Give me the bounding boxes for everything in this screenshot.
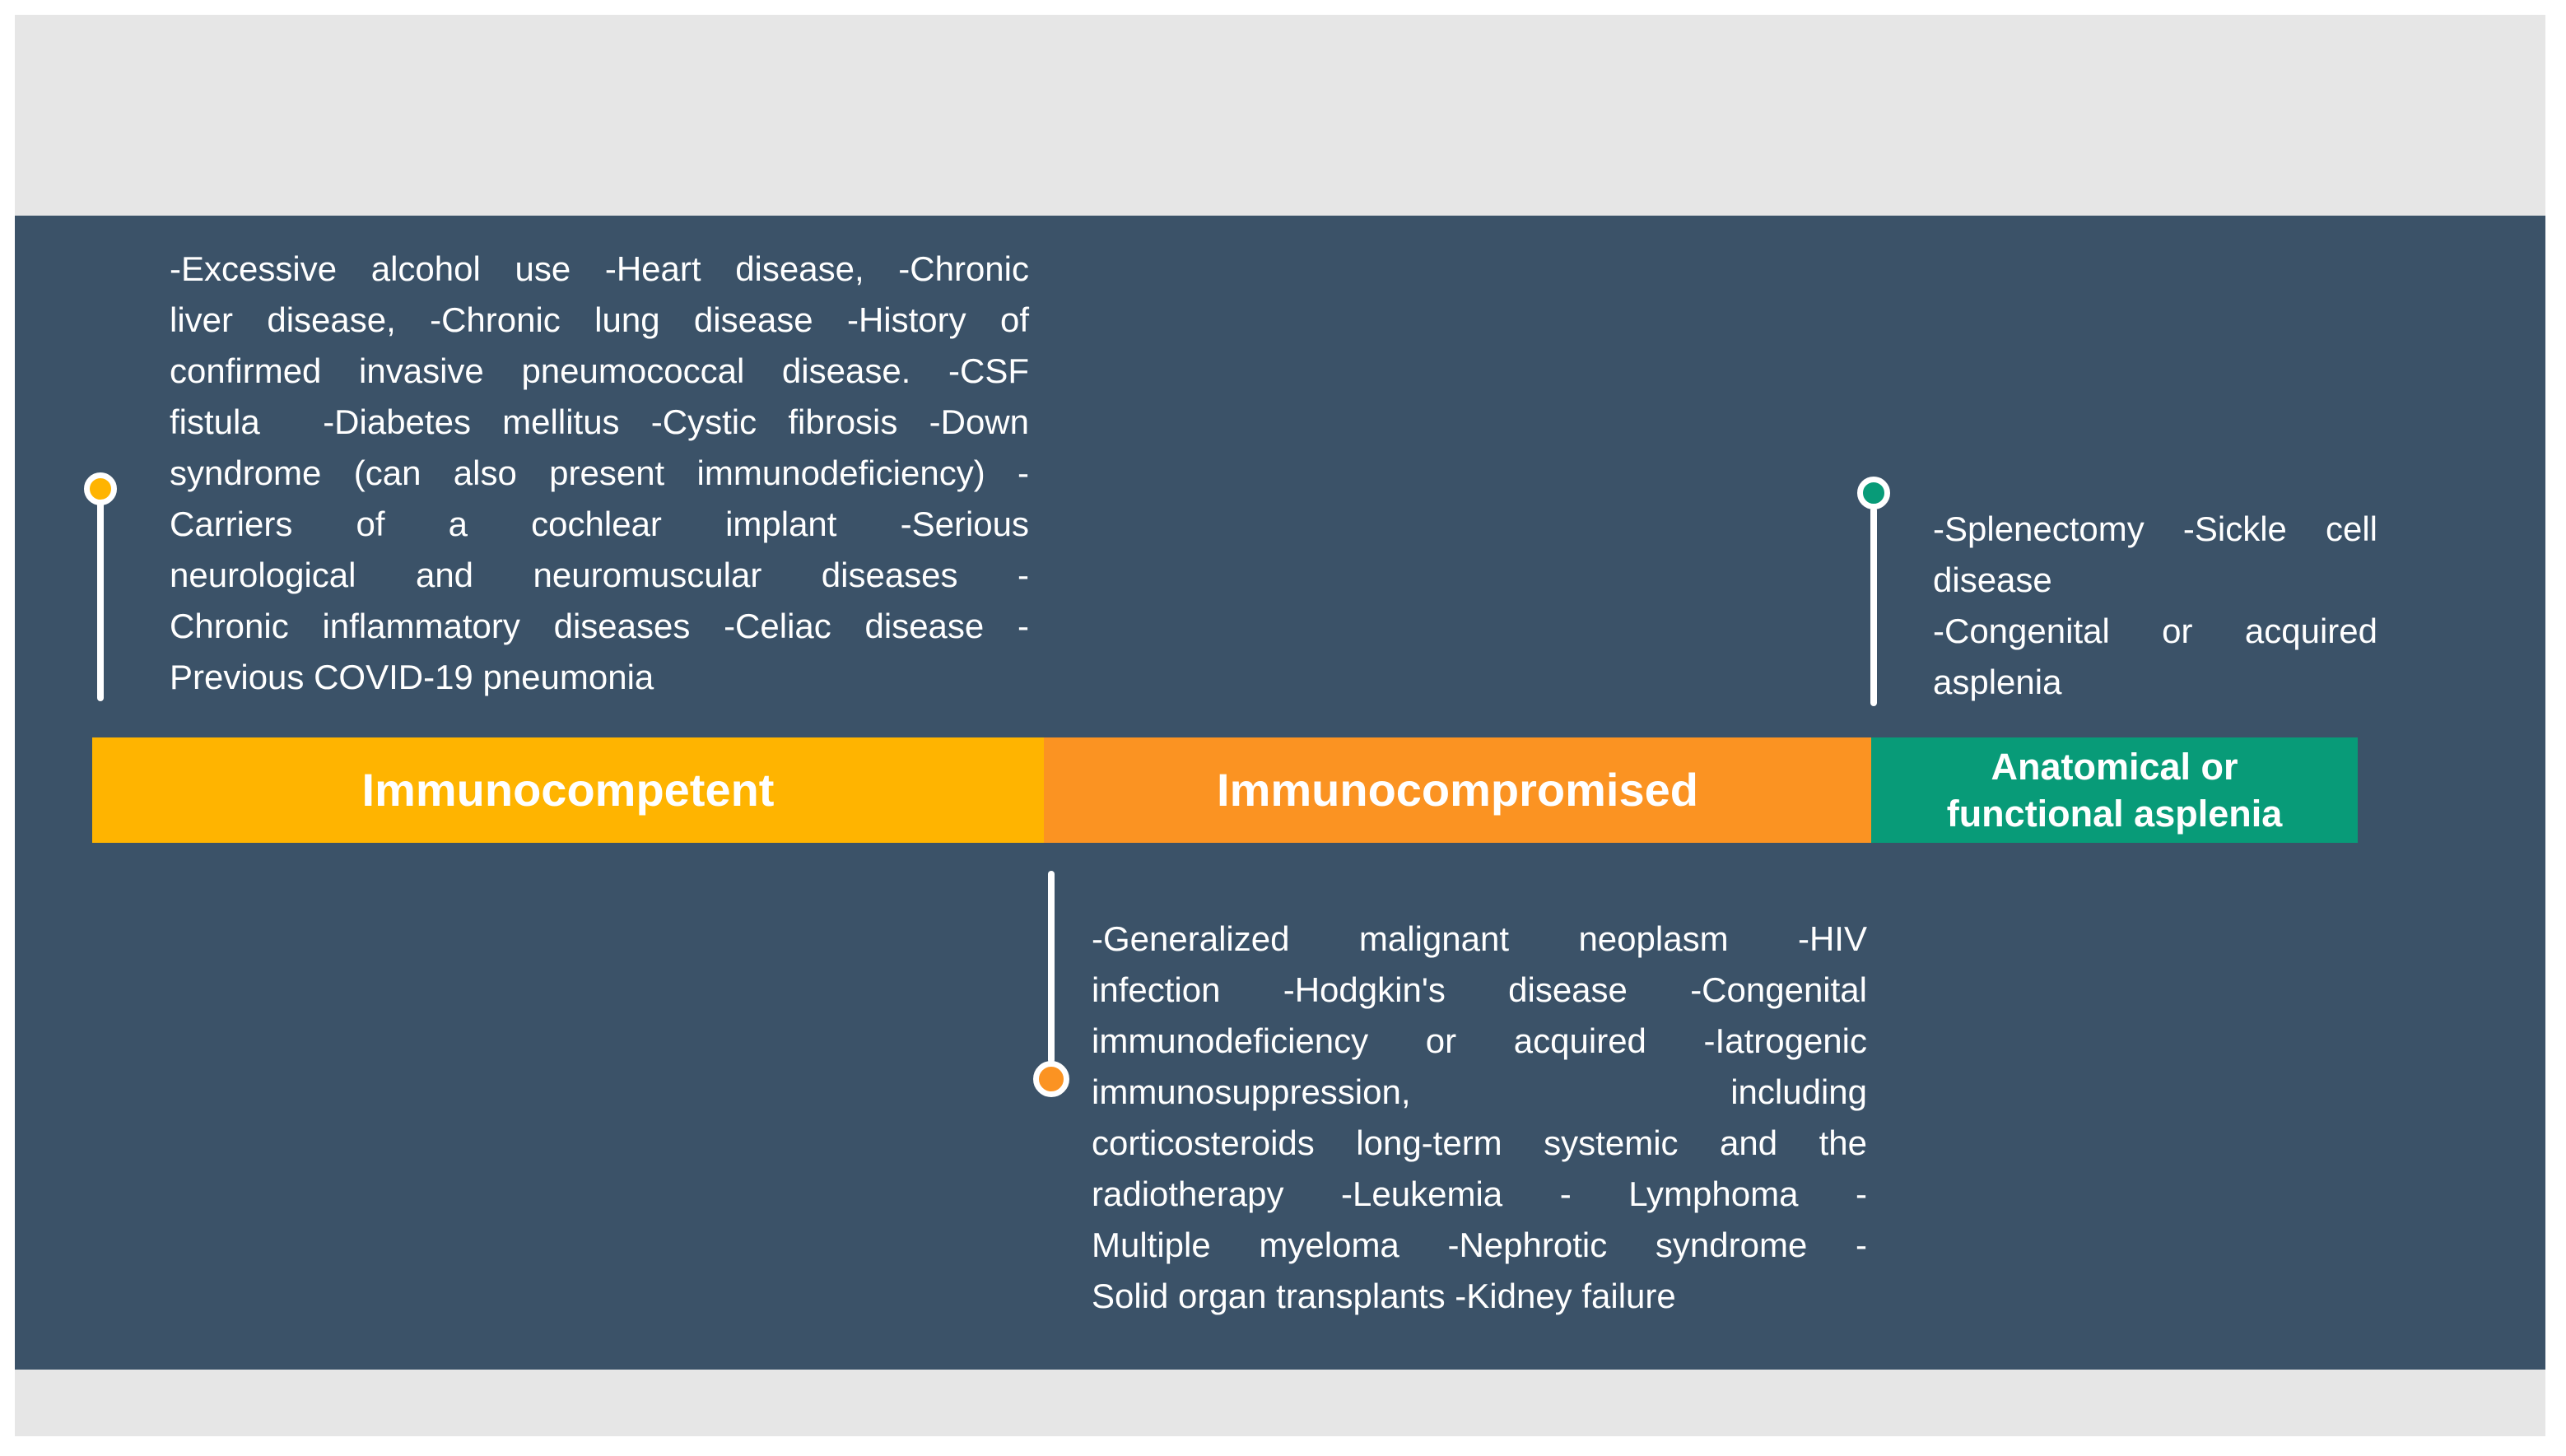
bar-segment-immunocompetent-label: Immunocompetent (361, 764, 775, 816)
bar-segment-asplenia (1871, 737, 2358, 843)
callout-asplenia-conditions: -Splenectomy -Sickle cell disease -Congenital or acquired asplenia (1933, 509, 2377, 701)
callout-immunocompetent-conditions: -Excessive alcohol use -Heart disease, -Chronic liver disease, -Chronic lung disease -History of confirmed invasive pneumococcal disease. -CSF fistula -Diabetes mellitus -Cystic fibrosis -Down syndrome (can also present immunodeficiency) - Carriers of a cochlear implant -Serious neurological and neuromuscular diseases - Chronic inflammatory diseases -Celiac disease - Previous COVID-19 pneumonia (170, 249, 1029, 696)
bar-segment-immunocompromised (1044, 737, 1871, 843)
bar-segment-immunocompetent (92, 737, 1044, 843)
bar-segment-asplenia-label: Anatomical or functional asplenia (1946, 746, 2283, 835)
pin-dot-immunocompetent (84, 472, 117, 505)
pin-line-immunocompetent (97, 502, 104, 701)
pin-dot-asplenia (1857, 477, 1890, 509)
pin-dot-immunocompromised (1033, 1061, 1069, 1097)
pin-line-asplenia (1870, 507, 1877, 706)
bar-segment-immunocompromised-label: Immunocompromised (1217, 764, 1698, 816)
callout-immunocompromised-conditions: -Generalized malignant neoplasm -HIV infection -Hodgkin's disease -Congenital immunodeficiency or acquired -Iatrogenic immunosuppression, including corticosteroids long-term systemic and the radiotherapy -Leukemia - Lymphoma - Multiple myeloma -Nephrotic syndrome - Solid organ transplants -Kidney failure (1092, 919, 1867, 1315)
category-bar (92, 737, 2358, 843)
pin-line-immunocompromised (1048, 871, 1055, 1063)
